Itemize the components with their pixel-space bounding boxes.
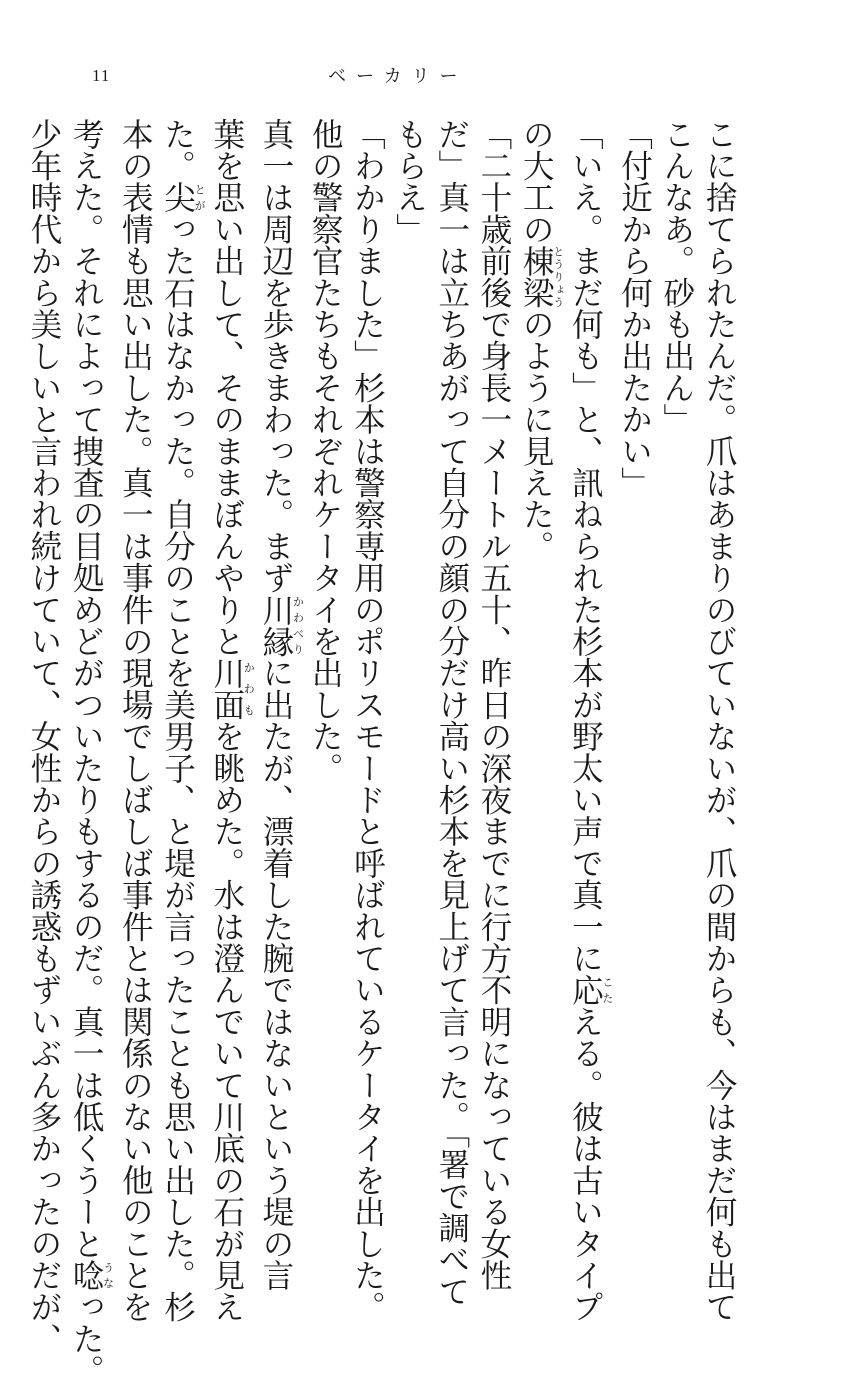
text-line-14: 本の表情も思い出した。真一は事件の現場でしばしば事件とは関係のない他のことを [117,118,154,1323]
text-line-4: 「いえ。まだ何も」と、訊ねられた杉本が野太い声で真一に応こたえる。彼は古いタイプ [567,118,614,1323]
text-line-8: もらえ」 [391,118,428,245]
furigana-toga: 尖とが [159,181,207,214]
text-line-12: 葉を思い出して、そのままぼんやりと川面かわもを眺めた。水は澄んでいて川底の石が見え [208,118,256,1323]
text-line-11: 真一は周辺を歩きまわった。まず川縁かわべりに出たが、漂着した腕ではないという堤の言 [257,118,305,1291]
furigana-kawaberi: 川縁かわべり [257,593,305,657]
furigana-kawamo: 川面かわも [208,656,256,721]
furigana-una: 唸うな [68,1259,115,1291]
text-line-6: 「二十歳前後で身長一メートル五十、昨日の深夜までに行方不明になっている女性 [475,118,512,1291]
text-line-15: 考えた。それによって捜査の目処めどがついたりもするのだ。真一は低くうーと唸うなった。 [68,118,115,1386]
text-line-2: こんなあ。砂も出ん」 [658,118,695,435]
text-line-16: 少年時代から美しいと言われ続けていて、女性からの誘惑もずいぶん多かったのだが、 [25,118,62,1355]
running-title: ベーカリー [328,66,468,87]
page-number: 11 [92,66,111,85]
body-text [25,118,740,1386]
text-line-10: 他の警察官たちもそれぞれケータイを出した。 [307,118,344,784]
text-line-3: 「付近から何か出たかい」 [616,118,653,499]
furigana-kotaeru: 応こた [567,973,614,1006]
text-line-9: 「わかりました」杉本は警察専用のポリスモードと呼ばれているケータイを出した。 [349,118,386,1323]
text-line-1: こに捨てられたんだ。爪はあまりのびていないが、爪の間からも、今はまだ何も出て [701,118,737,1323]
text-line-7: だ」真一は立ちあがって自分の顔の分だけ高い杉本を見上げて言った。「署で調べて [433,118,470,1307]
text-line-13: た。尖とがった石はなかった。自分のことを美男子、と堤が言ったことも思い出した。杉 [159,118,207,1323]
text-line-5: の大工の棟梁とうりょうのように見えた。 [518,118,565,562]
furigana-touryou: 棟梁とうりょう [518,244,565,309]
